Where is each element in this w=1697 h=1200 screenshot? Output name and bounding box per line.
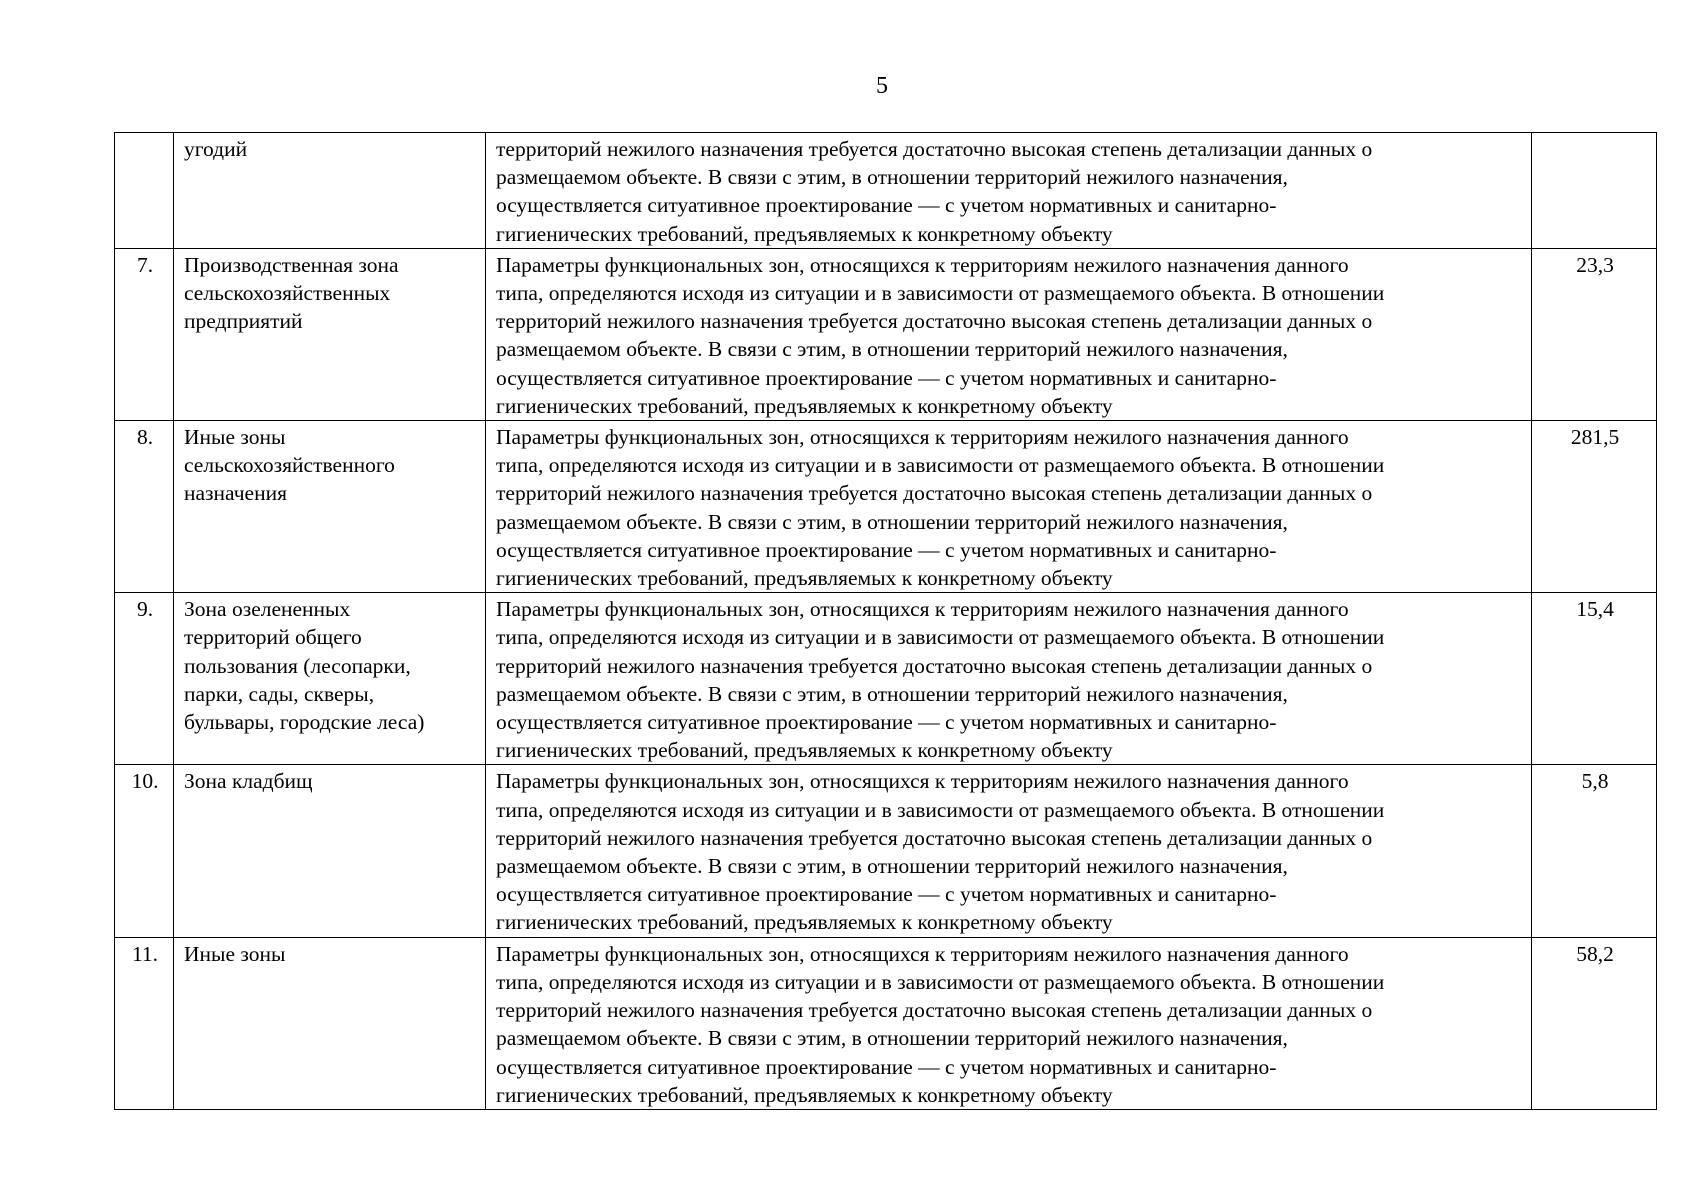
row-number-cell: 7.	[115, 248, 174, 420]
zone-parameters-line: типа, определяются исходя из ситуации и в зависимости от размещаемого объекта. В отношении	[496, 281, 1385, 306]
zone-parameters-line: размещаемом объекте. В связи с этим, в отношении территорий нежилого назначения,	[496, 1026, 1288, 1051]
zone-name-cell	[174, 133, 486, 249]
zone-parameters-line: Параметры функциональных зон, относящихся к территориям нежилого назначения данного	[496, 425, 1349, 450]
row-number-cell: 9.	[115, 593, 174, 765]
zone-parameters-line: типа, определяются исходя из ситуации и в зависимости от размещаемого объекта. В отношении	[496, 969, 1385, 994]
zone-name-line: Иные зоны	[184, 941, 286, 966]
zone-parameters-line: типа, определяются исходя из ситуации и в зависимости от размещаемого объекта. В отношении	[496, 797, 1385, 822]
row-number-cell: 11.	[115, 937, 174, 1109]
zone-name-line: сельскохозяйственного	[184, 453, 395, 478]
zone-parameters-line: Параметры функциональных зон, относящихся к территориям нежилого назначения данного	[496, 252, 1349, 277]
zone-parameters-line: гигиенических требований, предъявляемых к конкретному объекту	[496, 221, 1113, 246]
zone-name-cell	[174, 248, 486, 420]
row-number-cell: 8.	[115, 421, 174, 593]
zone-name-line: предприятий	[184, 309, 303, 334]
zone-parameters-line: осуществляется ситуативное проектирование — с учетом нормативных и санитарно-	[496, 710, 1277, 735]
zone-parameters-line: осуществляется ситуативное проектирование — с учетом нормативных и санитарно-	[496, 193, 1277, 218]
zone-parameters-cell	[486, 593, 1532, 765]
zone-parameters-line: типа, определяются исходя из ситуации и в зависимости от размещаемого объекта. В отношении	[496, 453, 1385, 478]
zone-parameters-line: размещаемом объекте. В связи с этим, в отношении территорий нежилого назначения,	[496, 509, 1288, 534]
zone-parameters-line: территорий нежилого назначения требуется достаточно высокая степень детализации данных о	[496, 825, 1373, 850]
zones-table-body	[115, 133, 1657, 1110]
zones-table	[114, 132, 1657, 1110]
zone-parameters-line: территорий нежилого назначения требуется достаточно высокая степень детализации данных о	[496, 653, 1373, 678]
zone-name-cell	[174, 421, 486, 593]
zone-parameters-line: Параметры функциональных зон, относящихся к территориям нежилого назначения данного	[496, 597, 1349, 622]
zone-name-line: парки, сады, скверы,	[184, 681, 375, 706]
zone-parameters-line: Параметры функциональных зон, относящихся к территориям нежилого назначения данного	[496, 941, 1349, 966]
zone-name-cell	[174, 937, 486, 1109]
zone-parameters-line: гигиенических требований, предъявляемых к конкретному объекту	[496, 738, 1113, 763]
row-number-cell: 10.	[115, 765, 174, 937]
table-row	[115, 593, 1657, 765]
zone-name-line: Производственная зона	[184, 252, 399, 277]
zone-parameters-line: размещаемом объекте. В связи с этим, в отношении территорий нежилого назначения,	[496, 681, 1288, 706]
table-row	[115, 765, 1657, 937]
zone-parameters-line: размещаемом объекте. В связи с этим, в отношении территорий нежилого назначения,	[496, 337, 1288, 362]
zone-area-cell: 23,3	[1532, 248, 1657, 420]
zone-parameters-line: гигиенических требований, предъявляемых к конкретному объекту	[496, 910, 1113, 935]
table-row	[115, 421, 1657, 593]
table-row	[115, 133, 1657, 249]
zone-parameters-cell	[486, 421, 1532, 593]
zone-parameters-line: типа, определяются исходя из ситуации и в зависимости от размещаемого объекта. В отношении	[496, 625, 1385, 650]
zone-parameters-line: осуществляется ситуативное проектирование — с учетом нормативных и санитарно-	[496, 537, 1277, 562]
zone-parameters-line: территорий нежилого назначения требуется достаточно высокая степень детализации данных о	[496, 481, 1373, 506]
zone-parameters-line: размещаемом объекте. В связи с этим, в отношении территорий нежилого назначения,	[496, 854, 1288, 879]
zone-area-cell: 5,8	[1532, 765, 1657, 937]
zone-parameters-cell	[486, 248, 1532, 420]
zone-name-line: сельскохозяйственных	[184, 281, 391, 306]
table-row	[115, 248, 1657, 420]
page-number: 5	[876, 73, 888, 99]
zone-area-cell	[1532, 133, 1657, 249]
zone-name-line: пользования (лесопарки,	[184, 653, 411, 678]
zone-name-cell	[174, 765, 486, 937]
zone-name-line: Иные зоны	[184, 425, 286, 450]
zone-parameters-cell	[486, 937, 1532, 1109]
zone-name-line: бульвары, городские леса)	[184, 710, 425, 735]
row-number-cell	[115, 133, 174, 249]
zone-parameters-cell	[486, 765, 1532, 937]
zone-name-line: Зона озелененных	[184, 597, 351, 622]
zone-name-line: Зона кладбищ	[184, 769, 313, 794]
zone-parameters-line: территорий нежилого назначения требуется достаточно высокая степень детализации данных о	[496, 998, 1373, 1023]
zone-parameters-line: размещаемом объекте. В связи с этим, в отношении территорий нежилого назначения,	[496, 165, 1288, 190]
zone-name-line: территорий общего	[184, 625, 362, 650]
zone-parameters-line: территорий нежилого назначения требуется достаточно высокая степень детализации данных о	[496, 309, 1373, 334]
zone-parameters-line: территорий нежилого назначения требуется достаточно высокая степень детализации данных о	[496, 137, 1373, 161]
zone-parameters-line: гигиенических требований, предъявляемых к конкретному объекту	[496, 1082, 1113, 1107]
zone-parameters-line: гигиенических требований, предъявляемых к конкретному объекту	[496, 393, 1113, 418]
zone-parameters-line: Параметры функциональных зон, относящихся к территориям нежилого назначения данного	[496, 769, 1349, 794]
zone-area-cell: 58,2	[1532, 937, 1657, 1109]
zone-parameters-line: гигиенических требований, предъявляемых к конкретному объекту	[496, 566, 1113, 591]
zone-parameters-line: осуществляется ситуативное проектирование — с учетом нормативных и санитарно-	[496, 882, 1277, 907]
zone-area-cell: 281,5	[1532, 421, 1657, 593]
zone-parameters-line: осуществляется ситуативное проектирование — с учетом нормативных и санитарно-	[496, 1054, 1277, 1079]
table-row	[115, 937, 1657, 1109]
zone-name-line: угодий	[184, 137, 248, 161]
zone-parameters-cell	[486, 133, 1532, 249]
zone-name-line: назначения	[184, 481, 287, 506]
zone-name-cell	[174, 593, 486, 765]
zone-area-cell: 15,4	[1532, 593, 1657, 765]
zone-parameters-line: осуществляется ситуативное проектирование — с учетом нормативных и санитарно-	[496, 365, 1277, 390]
